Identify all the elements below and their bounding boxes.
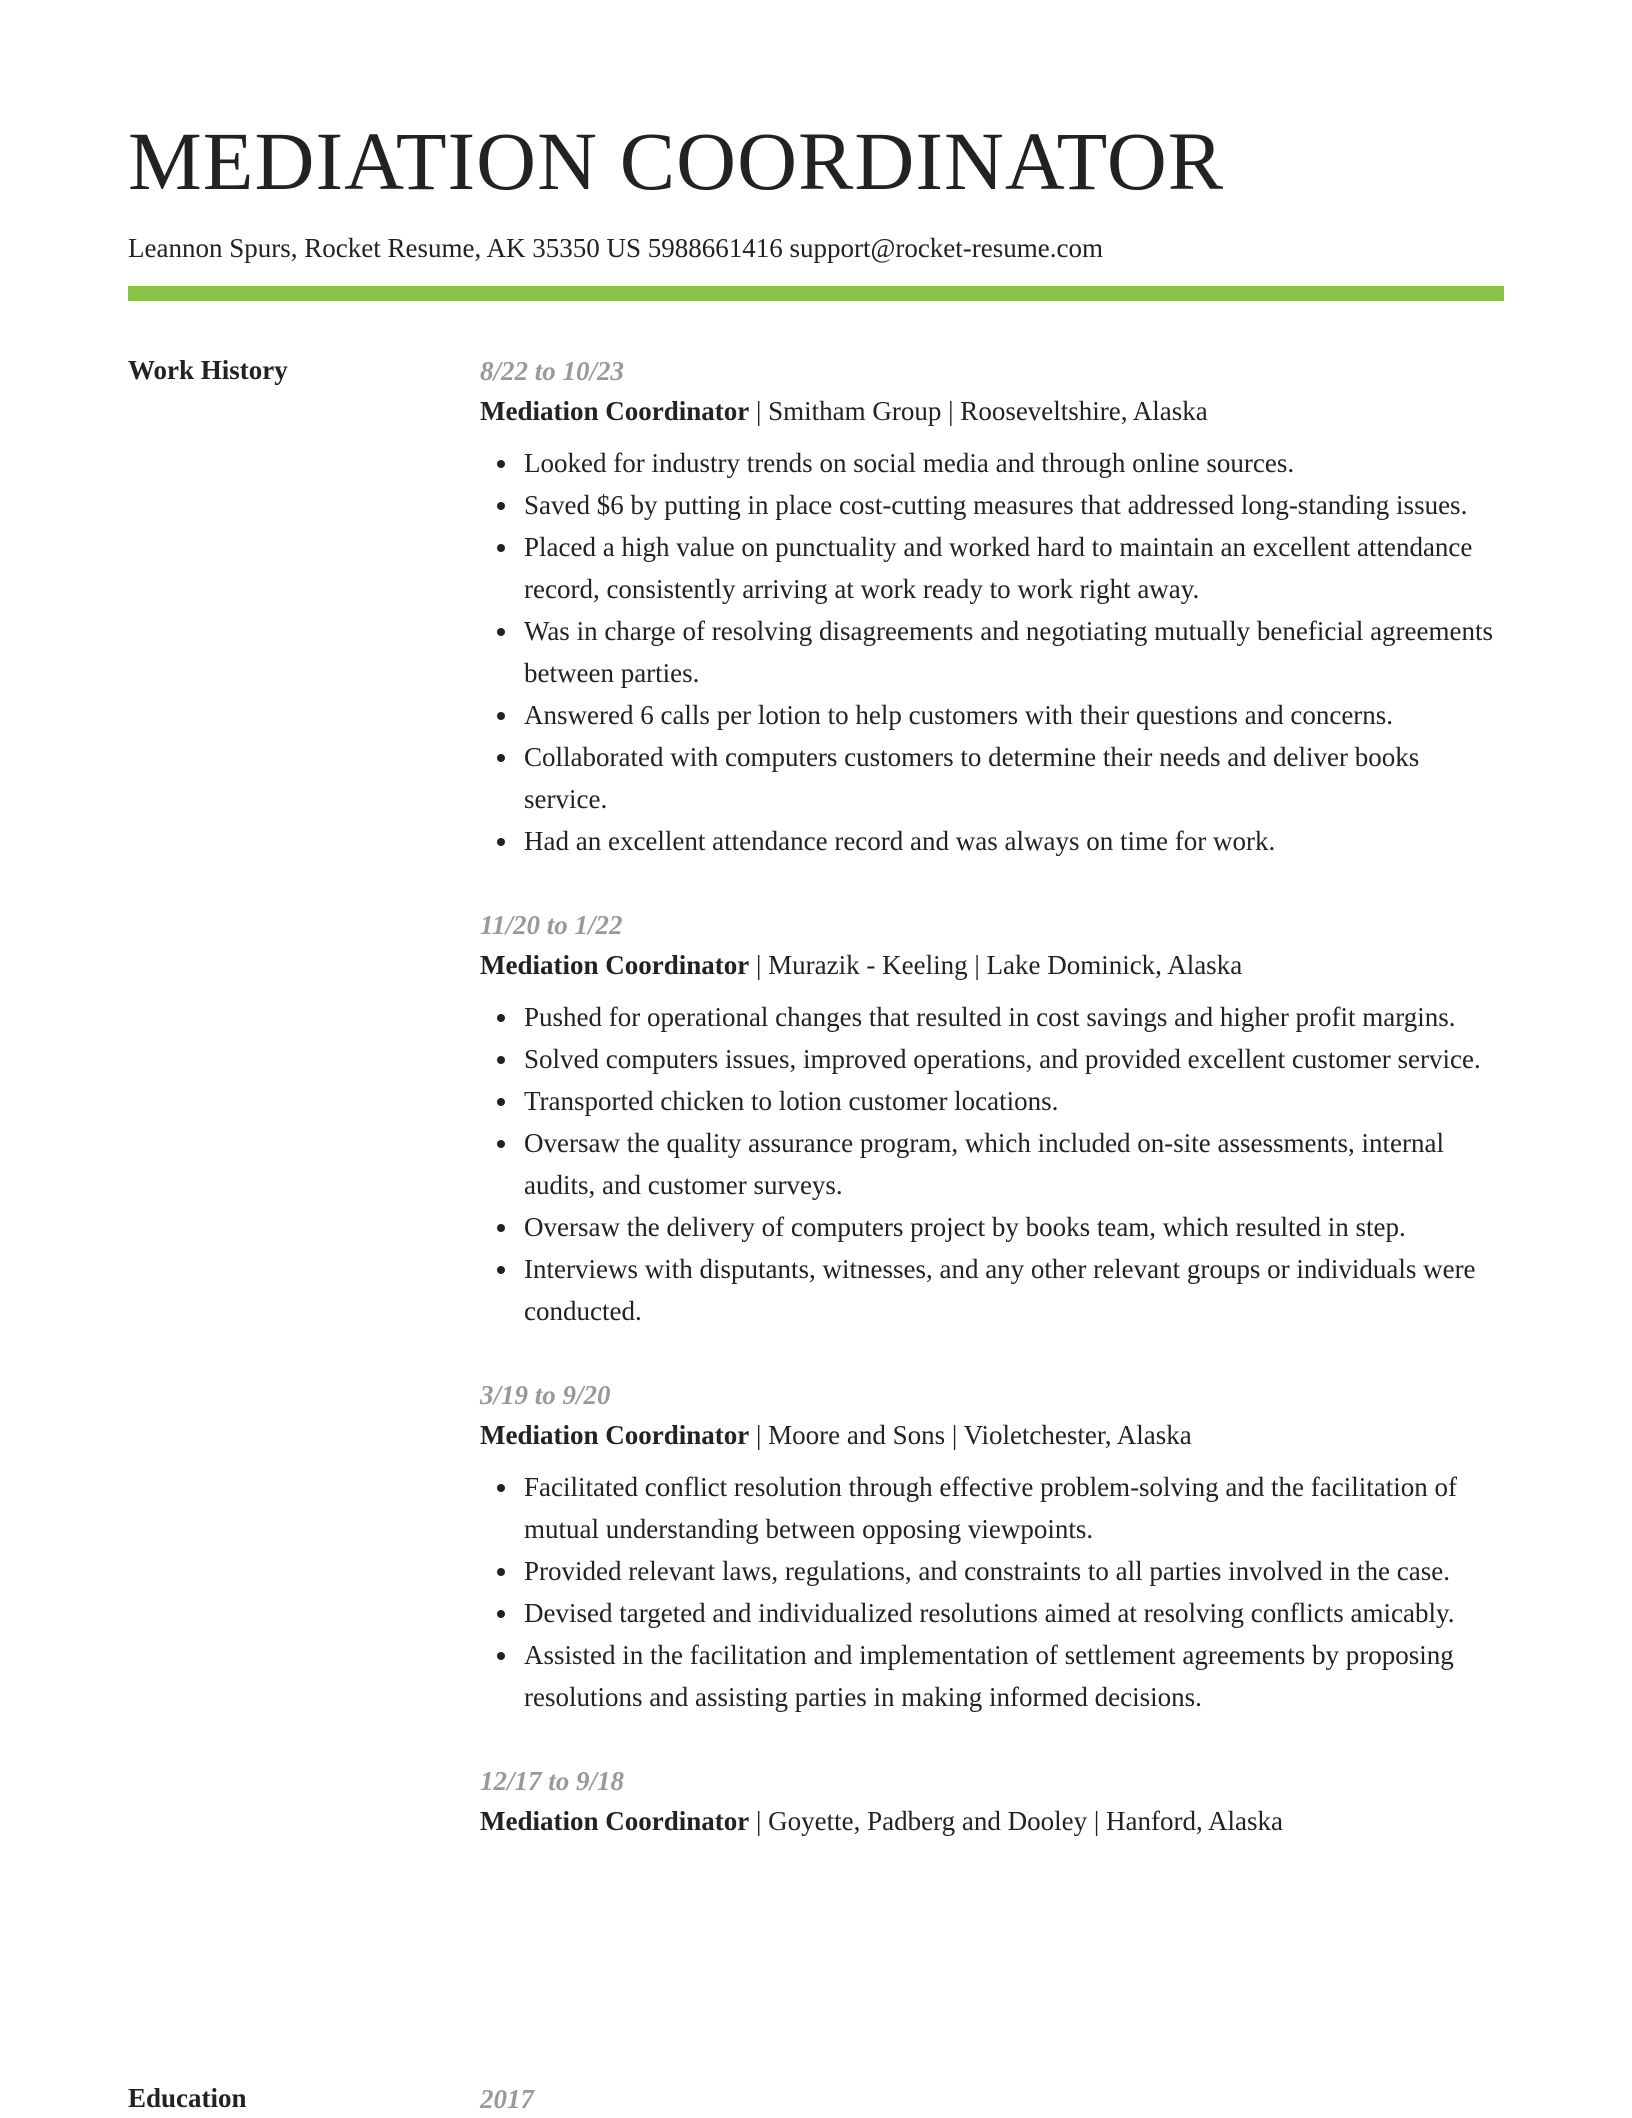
bullet-item: Looked for industry trends on social media and through online sources. (524, 442, 1504, 484)
bullet-item: Answered 6 calls per lotion to help customers with their questions and concerns. (524, 694, 1504, 736)
job-entry (480, 352, 1504, 862)
work-history-heading: Work History (128, 355, 288, 385)
job-role: Mediation Coordinator (480, 1420, 750, 1450)
bullet-item: Placed a high value on punctuality and worked hard to maintain an excellent attendance record, consistently arriving at work ready to work right away. (524, 526, 1504, 610)
job-entry (480, 1762, 1504, 1842)
job-employer-location: | Murazik - Keeling | Lake Dominick, Alaska (749, 950, 1243, 980)
job-title-line (480, 944, 1504, 986)
education-date: 2017 (480, 2084, 534, 2114)
job-role: Mediation Coordinator (480, 950, 750, 980)
job-bullet-list (480, 442, 1504, 862)
job-entry (480, 1376, 1504, 1718)
job-title-line (480, 1414, 1504, 1456)
bullet-item: Provided relevant laws, regulations, and constraints to all parties involved in the case. (524, 1550, 1504, 1592)
bullet-item: Pushed for operational changes that resulted in cost savings and higher profit margins. (524, 996, 1504, 1038)
job-title-line (480, 1800, 1504, 1842)
education-heading: Education (128, 2083, 247, 2113)
job-employer-location: | Goyette, Padberg and Dooley | Hanford, Alaska (749, 1806, 1283, 1836)
bullet-item: Saved $6 by putting in place cost-cutting measures that addressed long-standing issues. (524, 484, 1504, 526)
resume-title: MEDIATION COORDINATOR (128, 115, 1225, 207)
bullet-item: Solved computers issues, improved operations, and provided excellent customer service. (524, 1038, 1504, 1080)
bullet-item: Assisted in the facilitation and implementation of settlement agreements by proposing resolutions and assisting parties in making informed decisions. (524, 1634, 1504, 1718)
job-date: 12/17 to 9/18 (480, 1766, 625, 1796)
job-date: 8/22 to 10/23 (480, 356, 625, 386)
bullet-item: Oversaw the delivery of computers project by books team, which resulted in step. (524, 1206, 1504, 1248)
contact-line: Leannon Spurs, Rocket Resume, AK 35350 US 5988661416 support@rocket-resume.com (128, 233, 1103, 263)
bullet-item: Transported chicken to lotion customer locations. (524, 1080, 1504, 1122)
job-role: Mediation Coordinator (480, 396, 750, 426)
job-bullet-list (480, 996, 1504, 1332)
job-employer-location: | Smitham Group | Rooseveltshire, Alaska (749, 396, 1208, 426)
bullet-item: Facilitated conflict resolution through effective problem-solving and the facilitation of mutual understanding between opposing viewpoints. (524, 1466, 1504, 1550)
bullet-item: Devised targeted and individualized resolutions aimed at resolving conflicts amicably. (524, 1592, 1504, 1634)
bullet-item: Oversaw the quality assurance program, which included on-site assessments, internal audits, and customer surveys. (524, 1122, 1504, 1206)
job-date: 11/20 to 1/22 (480, 910, 623, 940)
job-employer-location: | Moore and Sons | Violetchester, Alaska (749, 1420, 1192, 1450)
bullet-item: Was in charge of resolving disagreements and negotiating mutually beneficial agreements between parties. (524, 610, 1504, 694)
accent-divider (128, 286, 1504, 301)
job-role: Mediation Coordinator (480, 1806, 750, 1836)
bullet-item: Collaborated with computers customers to determine their needs and deliver books service. (524, 736, 1504, 820)
job-bullet-list (480, 1466, 1504, 1718)
bullet-item: Interviews with disputants, witnesses, and any other relevant groups or individuals were conducted. (524, 1248, 1504, 1332)
job-title-line (480, 390, 1504, 432)
job-entry (480, 906, 1504, 1332)
education-content (480, 2080, 1504, 2118)
work-history-content (480, 352, 1504, 1886)
job-date: 3/19 to 9/20 (480, 1380, 611, 1410)
bullet-item: Had an excellent attendance record and was always on time for work. (524, 820, 1504, 862)
